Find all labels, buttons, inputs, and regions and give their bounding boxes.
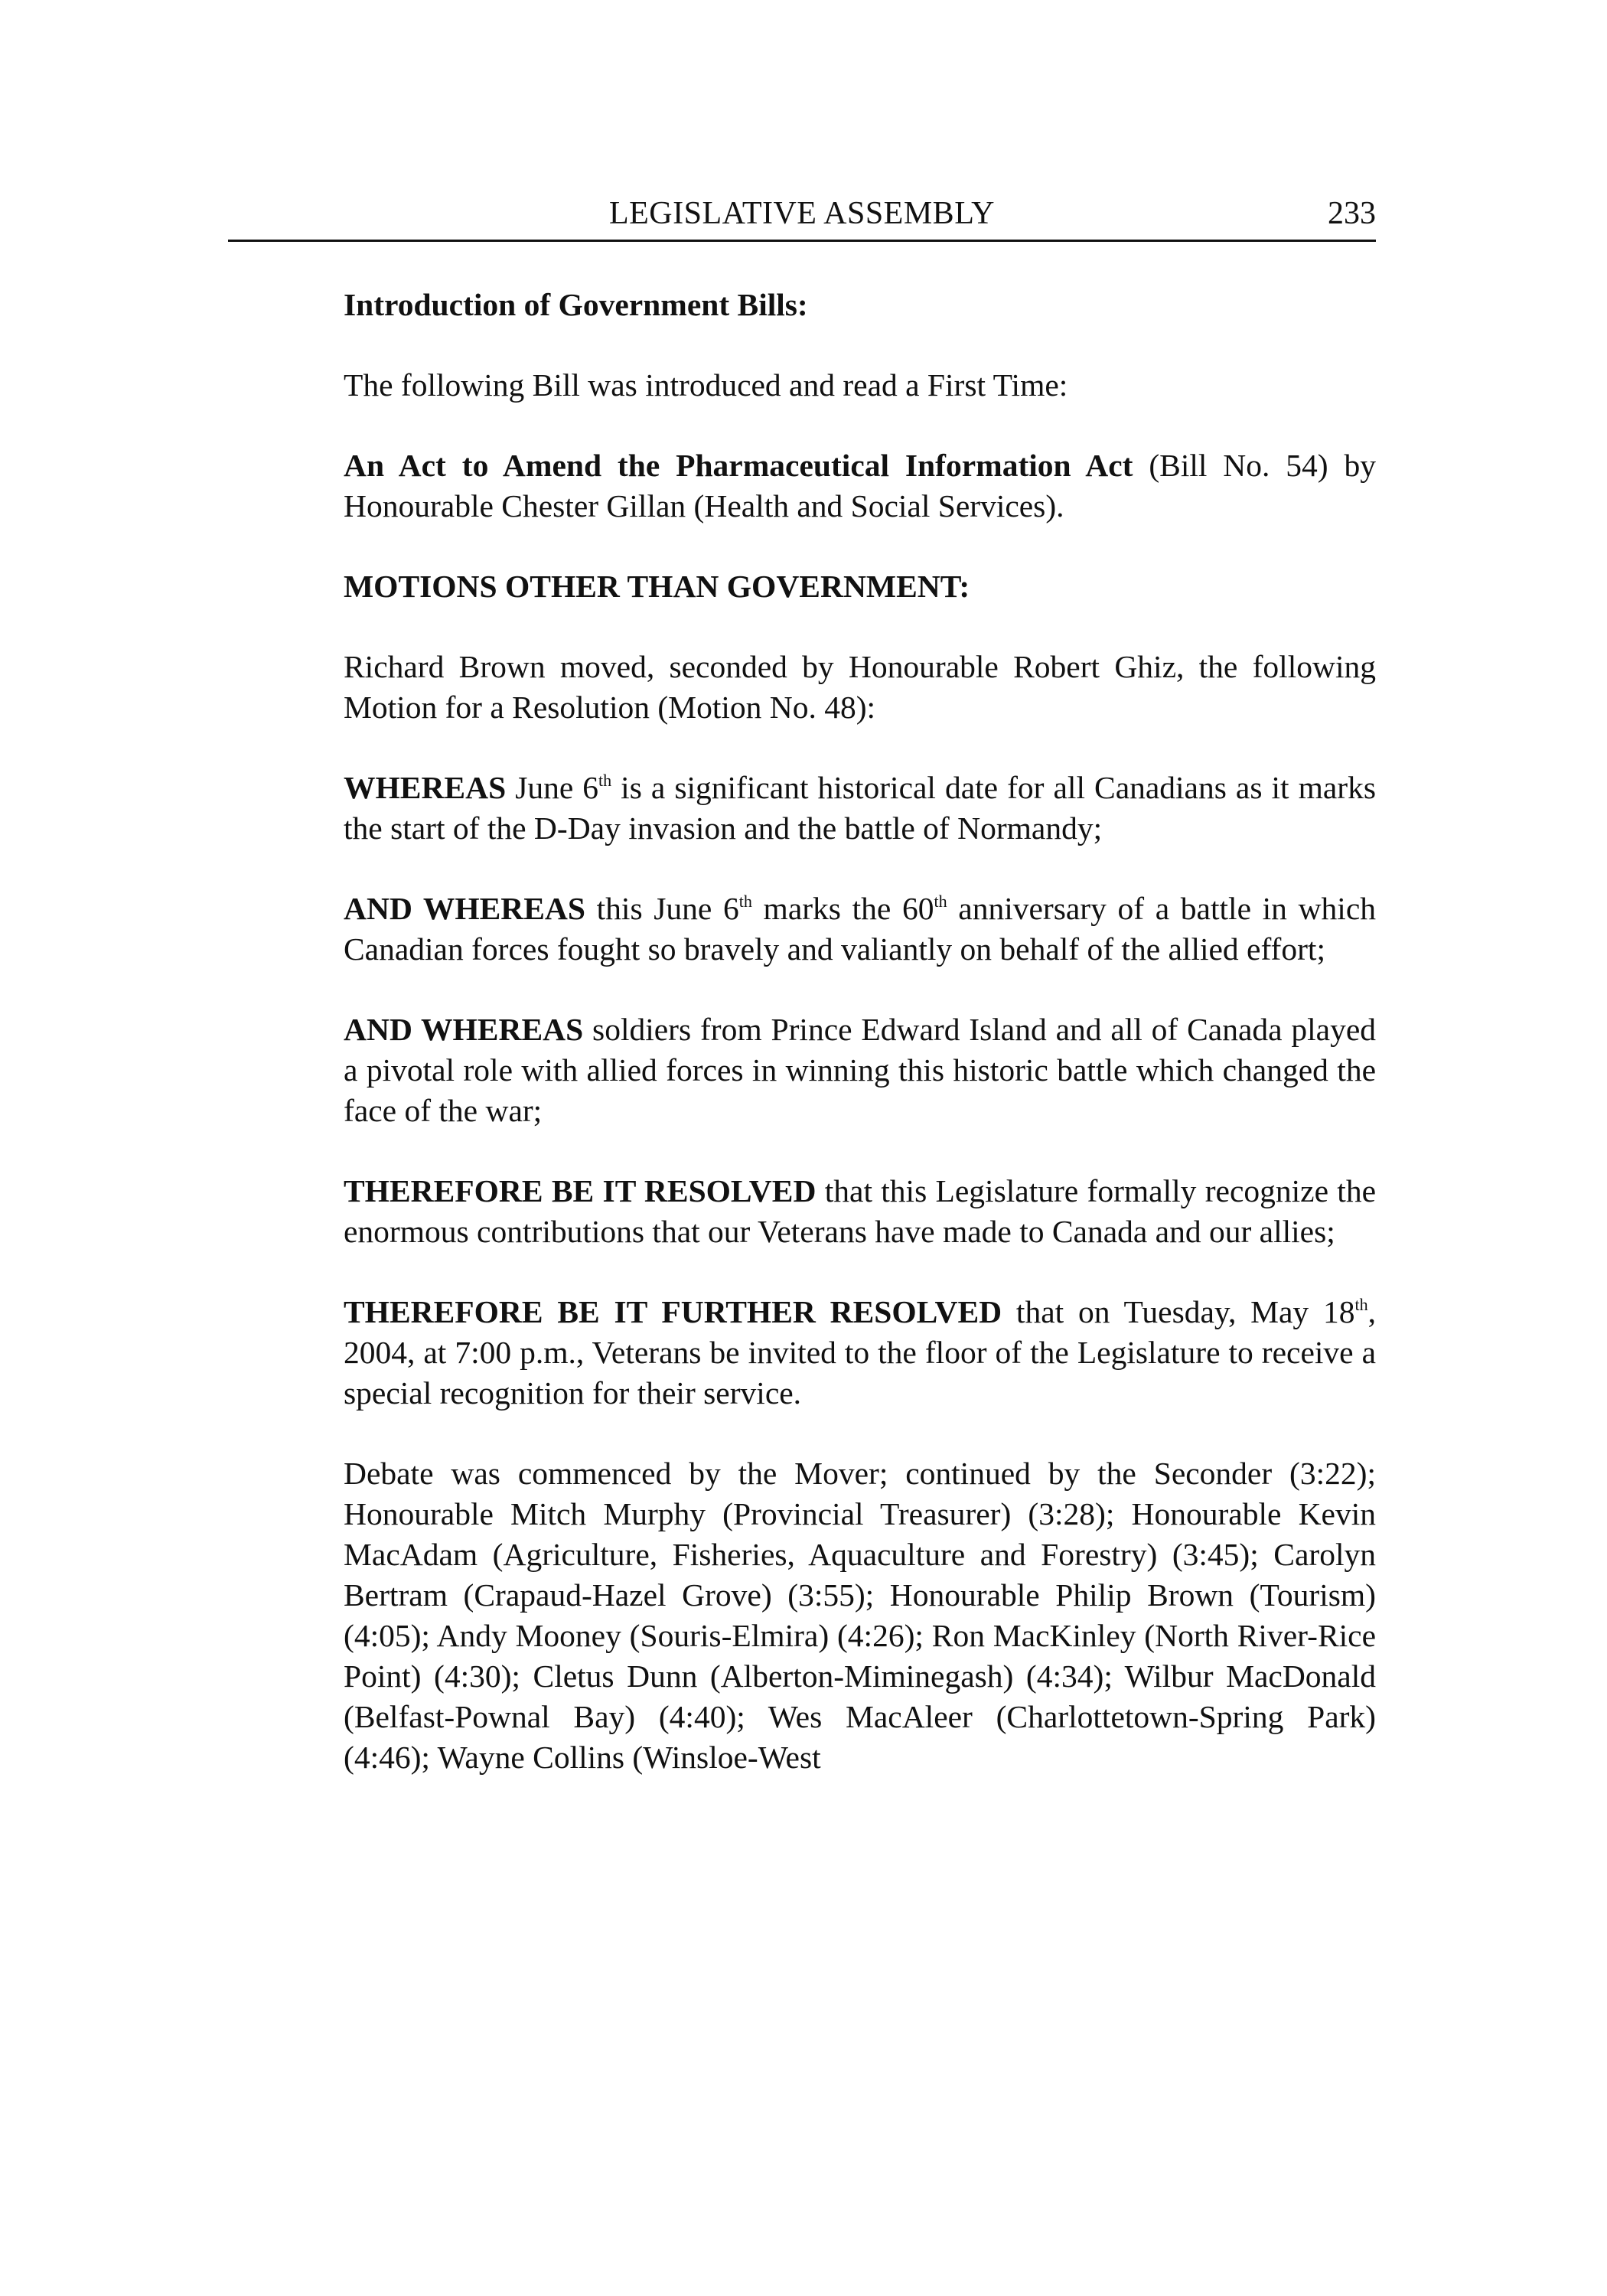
clause-text: marks the 60	[751, 891, 934, 926]
ordinal-suffix: th	[934, 892, 947, 911]
clause-text: soldiers from Prince Edward Island and all of Canada played a pivotal role with allied forces in winning this historic battle which changed the face of the war;	[344, 1012, 1377, 1128]
ordinal-suffix: th	[1354, 1295, 1368, 1314]
motion-intro: Richard Brown moved, seconded by Honourable Robert Ghiz, the following Motion for a Resolution (Motion No. 48):	[344, 649, 1376, 725]
bill-details: (Bill No. 54) by Honourable Chester Gillan (Health and Social Services).	[344, 448, 1376, 523]
page-body	[344, 285, 1376, 1818]
clause-text: anniversary of a battle in which Canadian forces fought so bravely and valiantly on behalf of the allied effort;	[344, 891, 1377, 967]
clause-whereas-1	[344, 768, 1376, 849]
ordinal-suffix: th	[738, 892, 752, 911]
clause-keyword: AND WHEREAS	[344, 1012, 584, 1047]
clause-keyword: THEREFORE BE IT RESOLVED	[344, 1173, 817, 1208]
clause-and-whereas-1	[344, 889, 1376, 970]
clause-and-whereas-2	[344, 1009, 1376, 1131]
page-header	[228, 195, 1376, 242]
clause-keyword: WHEREAS	[344, 770, 507, 805]
page-number: 233	[1328, 196, 1376, 231]
clause-text: that this Legislature formally recognize the enormous contributions that our Veterans have made to Canada and our allies;	[344, 1173, 1376, 1249]
running-head: LEGISLATIVE ASSEMBLY	[609, 196, 995, 231]
clause-resolved	[344, 1171, 1376, 1252]
section-heading-bills: Introduction of Government Bills:	[344, 287, 808, 322]
clause-text: this June 6	[585, 891, 739, 926]
section-heading-motions: MOTIONS OTHER THAN GOVERNMENT:	[344, 569, 970, 604]
clause-further-resolved	[344, 1292, 1376, 1414]
bill-title: An Act to Amend the Pharmaceutical Information Act	[344, 448, 1133, 483]
ordinal-suffix: th	[598, 771, 612, 790]
clause-keyword: THEREFORE BE IT FURTHER RESOLVED	[344, 1294, 1002, 1329]
clause-text: is a significant historical date for all Canadians as it marks the start of the D-Day invasion and the battle of Normandy;	[344, 770, 1376, 846]
clause-text: that on Tuesday, May 18	[1002, 1294, 1355, 1329]
debate-paragraph: Debate was commenced by the Mover; continued by the Seconder (3:22); Honourable Mitch Murphy (Provincial Treasurer) (3:28); Honourable Kevin MacAdam (Agriculture, Fisheries, Aquaculture and Forestry) (3:45); Carolyn Bertram (Crapaud-Hazel Grove) (3:55); Honourable Philip Brown (Tourism) (4:05); Andy Mooney (Souris-Elmira) (4:26); Ron MacKinley (North River-Rice Point) (4:30); Cletus Dunn (Alberton-Miminegash) (4:34); Wilbur MacDonald (Belfast-Pownal Bay) (4:40); Wes MacAleer (Charlottetown-Spring Park) (4:46); Wayne Collins (Winsloe-West	[344, 1456, 1376, 1775]
bill-entry	[344, 445, 1376, 527]
clause-text: June 6	[506, 770, 599, 805]
clause-keyword: AND WHEREAS	[344, 891, 585, 926]
bills-intro: The following Bill was introduced and read a First Time:	[344, 367, 1068, 403]
clause-text: , 2004, at 7:00 p.m., Veterans be invited to the floor of the Legislature to receive a special recognition for their service.	[344, 1294, 1376, 1411]
